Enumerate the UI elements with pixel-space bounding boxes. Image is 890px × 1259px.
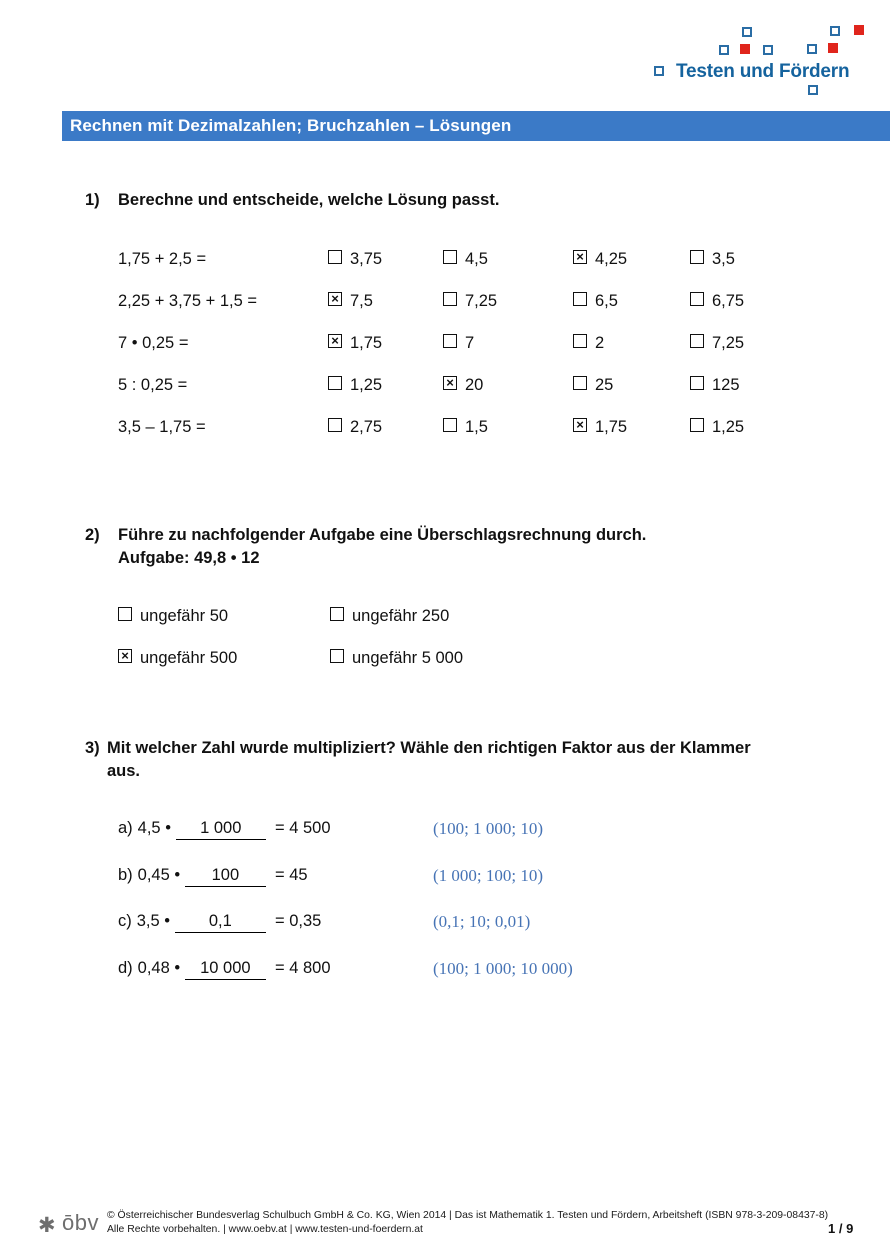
expression: 1,75 + 2,5 = [118, 250, 207, 268]
options-row [118, 647, 590, 689]
table-row [118, 374, 780, 416]
logo-wordmark: Testen und Fördern [676, 61, 850, 82]
title-bar [62, 111, 890, 141]
options-row [118, 605, 590, 647]
option-label: 125 [712, 376, 740, 394]
checkbox-icon[interactable] [573, 334, 587, 348]
checkbox-icon[interactable] [443, 292, 457, 306]
page-number: 1 / 9 [828, 1221, 854, 1236]
checkbox-icon[interactable]: × [573, 250, 587, 264]
checkbox-icon[interactable] [328, 250, 342, 264]
option-label: 1,25 [350, 376, 383, 394]
result-text: = 4 800 [275, 958, 331, 977]
oebv-logo-text: ōbv [62, 1210, 99, 1235]
row-label: c) [118, 912, 132, 931]
option-label: ungefähr 5 000 [352, 649, 464, 667]
checkbox-icon[interactable] [690, 376, 704, 390]
expression: 5 : 0,25 = [118, 376, 188, 394]
option-label: 1,75 [350, 334, 383, 352]
expression: 3,5 – 1,75 = [118, 418, 206, 436]
question-number: 3) [85, 739, 100, 757]
answer-option [328, 290, 443, 311]
option-label: 3,5 [712, 250, 735, 268]
checkbox-icon[interactable]: × [573, 418, 587, 432]
option-label: 6,5 [595, 292, 618, 310]
option-label: 7,25 [465, 292, 498, 310]
answer-option [328, 416, 443, 437]
factor-text: 0,45 • [137, 865, 185, 884]
answer-blank[interactable]: 10 000 [185, 959, 266, 980]
expression: 2,25 + 3,75 + 1,5 = [118, 292, 257, 310]
checkbox-icon[interactable]: × [443, 376, 457, 390]
answer-blank[interactable]: 0,1 [175, 912, 266, 933]
checkbox-icon[interactable] [330, 649, 344, 663]
checkbox-icon[interactable] [573, 376, 587, 390]
option-label: 2 [595, 334, 605, 352]
question-1-table [118, 248, 780, 458]
row-label: b) [118, 865, 133, 884]
question-prompt-line1: Führe zu nachfolgender Aufgabe eine Überschlagsrechnung durch. [118, 526, 647, 544]
logo-square-icon [854, 25, 864, 35]
question-number: 2) [85, 526, 100, 544]
answer-option [573, 290, 690, 311]
result-text: = 0,35 [275, 912, 322, 931]
answer-option [330, 647, 590, 668]
logo-square-icon [654, 66, 664, 76]
row-label: a) [118, 819, 133, 837]
testen-und-foerdern-logo [640, 10, 890, 105]
question-number: 1) [85, 191, 100, 209]
option-label: 25 [595, 376, 614, 394]
option-label: 7,25 [712, 334, 745, 352]
logo-square-icon [742, 27, 752, 37]
checkbox-icon[interactable] [330, 607, 344, 621]
checkbox-icon[interactable] [690, 418, 704, 432]
checkbox-icon[interactable] [690, 334, 704, 348]
fill-in-row [118, 819, 544, 866]
checkbox-icon[interactable] [328, 376, 342, 390]
option-label: 6,75 [712, 292, 745, 310]
result-text: = 4 500 [275, 819, 331, 837]
option-label: 1,75 [595, 418, 628, 436]
fill-in-row [118, 912, 531, 959]
option-label: 1,25 [712, 418, 745, 436]
logo-square-icon [830, 26, 840, 36]
option-label: ungefähr 250 [352, 607, 450, 625]
checkbox-icon[interactable] [443, 334, 457, 348]
answer-option [573, 416, 690, 437]
question-prompt [118, 524, 646, 570]
question-prompt: Berechne und entscheide, welche Lösung passt. [118, 191, 500, 209]
choices-in-brackets: (0,1; 10; 0,01) [433, 912, 531, 932]
option-label: 4,25 [595, 250, 628, 268]
answer-option [443, 248, 573, 269]
fill-in-left [118, 819, 266, 840]
checkbox-icon[interactable] [118, 607, 132, 621]
answer-option [118, 647, 330, 668]
answer-option [443, 290, 573, 311]
table-row [118, 248, 780, 290]
answer-option [690, 374, 780, 395]
answer-option [690, 332, 780, 353]
checkbox-icon[interactable] [443, 418, 457, 432]
question-2-options [118, 605, 590, 689]
factor-text: 3,5 • [136, 912, 175, 931]
logo-square-icon [807, 44, 817, 54]
option-label: 3,75 [350, 250, 383, 268]
copyright-line1: © Österreichischer Bundesverlag Schulbuch GmbH & Co. KG, Wien 2014 | Das ist Mathematik 1. Testen und Fördern, Arbeitsheft (ISBN 978-3-209-08437-8) [107, 1210, 829, 1221]
question-prompt-line2: aus. [107, 761, 141, 780]
question-prompt [107, 737, 751, 782]
choices-in-brackets: (1 000; 100; 10) [433, 865, 544, 885]
answer-blank[interactable]: 100 [185, 866, 266, 887]
choices-in-brackets: (100; 1 000; 10) [433, 819, 544, 838]
fill-in-left [118, 959, 266, 980]
oebv-star-icon: ✱ [38, 1214, 56, 1237]
option-label: ungefähr 50 [140, 607, 229, 625]
fill-in-row [118, 958, 573, 1006]
checkbox-icon[interactable]: × [118, 649, 132, 663]
option-label: ungefähr 500 [140, 649, 238, 667]
factor-text: 4,5 • [137, 819, 176, 837]
question-prompt-line2: Aufgabe: 49,8 • 12 [118, 549, 260, 567]
logo-square-icon [719, 45, 729, 55]
copyright-line2: Alle Rechte vorbehalten. | www.oebv.at | www.testen-und-foerdern.at [107, 1223, 423, 1235]
answer-option [573, 374, 690, 395]
answer-option [690, 248, 780, 269]
table-row [118, 416, 780, 458]
answer-option [118, 605, 330, 626]
answer-option [443, 416, 573, 437]
option-label: 7,5 [350, 292, 373, 310]
answer-option [573, 248, 690, 269]
row-label: d) [118, 958, 133, 977]
table-row [118, 332, 780, 374]
answer-option [690, 416, 780, 437]
option-label: 4,5 [465, 250, 488, 268]
question-3-heading [85, 737, 751, 782]
question-prompt-line1: Mit welcher Zahl wurde multipliziert? Wähle den richtigen Faktor aus der Klammer [107, 739, 751, 757]
copyright-block [107, 1209, 829, 1236]
checkbox-icon[interactable] [328, 418, 342, 432]
answer-option [573, 332, 690, 353]
answer-option [330, 605, 590, 626]
question-1-heading [85, 191, 499, 210]
page-title: Rechnen mit Dezimalzahlen; Bruchzahlen – Lösungen [70, 116, 512, 135]
logo-square-icon [828, 43, 838, 53]
table-row [118, 290, 780, 332]
result-text: = 45 [275, 865, 308, 884]
answer-option [690, 290, 780, 311]
logo-square-icon [808, 85, 818, 95]
logo-square-icon [740, 44, 750, 54]
checkbox-icon[interactable] [573, 292, 587, 306]
answer-option [328, 248, 443, 269]
checkbox-icon[interactable]: × [328, 292, 342, 306]
checkbox-icon[interactable] [443, 250, 457, 264]
answer-blank[interactable]: 1 000 [176, 819, 266, 840]
checkbox-icon[interactable] [690, 292, 704, 306]
option-label: 20 [465, 376, 484, 394]
answer-option [443, 332, 573, 353]
option-label: 1,5 [465, 418, 488, 436]
checkbox-icon[interactable] [690, 250, 704, 264]
expression: 7 • 0,25 = [118, 334, 189, 352]
answer-option [443, 374, 573, 395]
fill-in-left [118, 866, 266, 887]
logo-square-icon [763, 45, 773, 55]
question-2-heading [85, 524, 646, 570]
checkbox-icon[interactable]: × [328, 334, 342, 348]
answer-option [328, 332, 443, 353]
factor-text: 0,48 • [137, 958, 185, 977]
question-3-rows [118, 819, 573, 1005]
fill-in-left [118, 912, 266, 933]
option-label: 7 [465, 334, 475, 352]
choices-in-brackets: (100; 1 000; 10 000) [433, 958, 573, 978]
option-label: 2,75 [350, 418, 383, 436]
fill-in-row [118, 865, 544, 913]
answer-option [328, 374, 443, 395]
